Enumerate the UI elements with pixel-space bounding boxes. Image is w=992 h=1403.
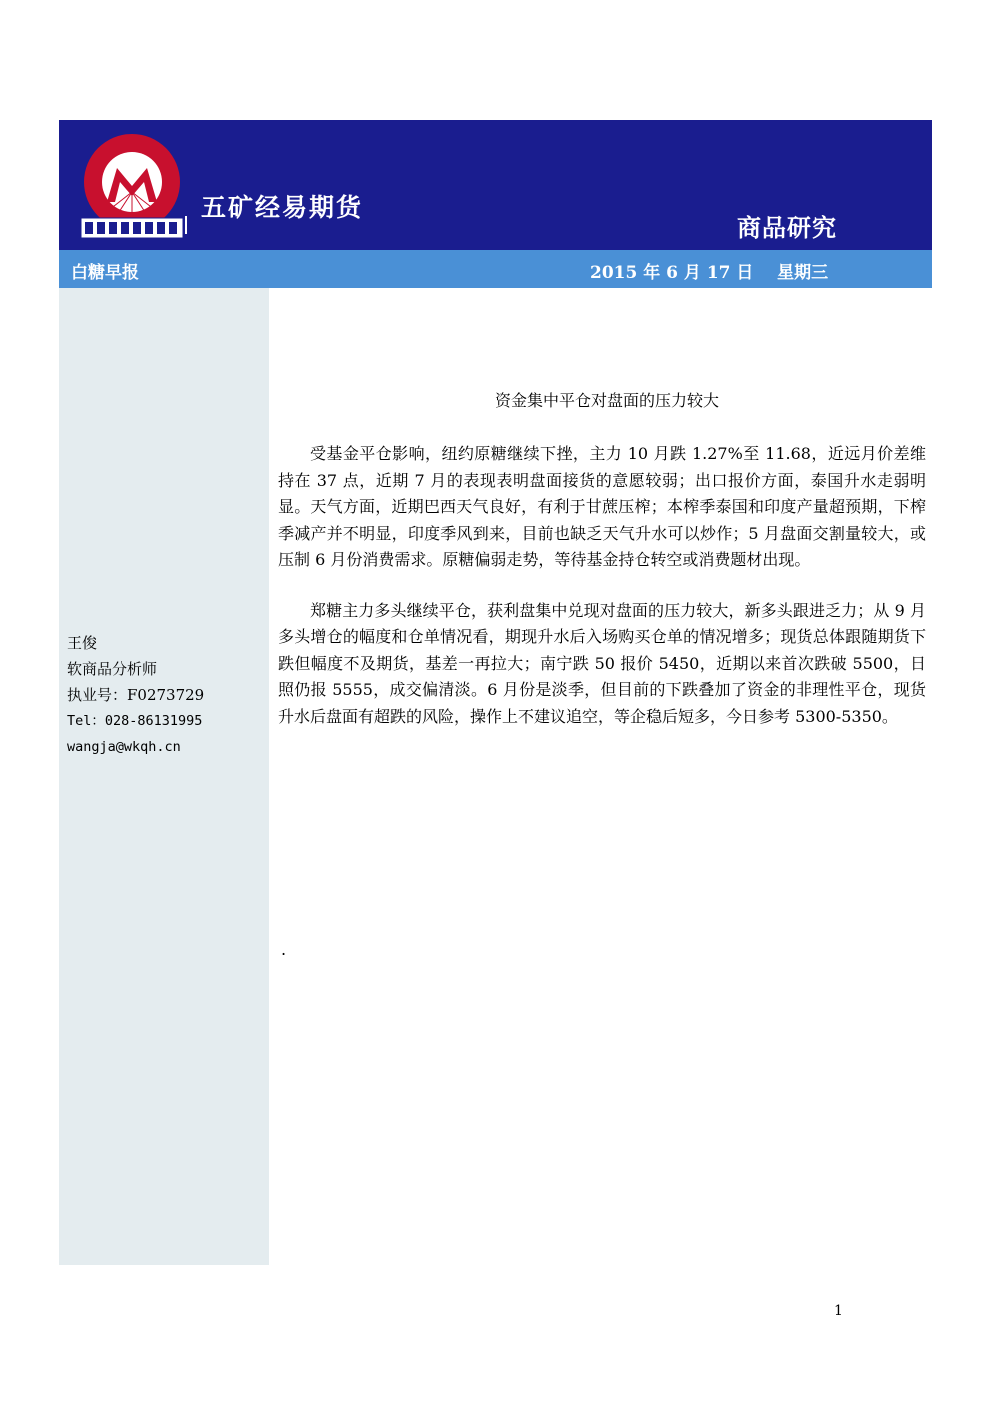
section-title: 商品研究: [737, 214, 837, 242]
report-name: 白糖早报: [71, 263, 139, 283]
author-name: 王俊: [67, 634, 98, 652]
author-email: wangja@wkqh.cn: [67, 739, 181, 755]
company-name: 五矿经易期货: [201, 193, 364, 222]
author-info: [67, 630, 204, 760]
article-paragraph: 郑糖主力多头继续平仓，获利盘集中兑现对盘面的压力较大，新多头跟进乏力；从 9 月多头增仓的幅度和仓单情况看，期现升水后入场购买仓单的情况增多；现货总体跟随期货下跌但幅度不及期货，基差一再拉大；南宁跌 50 报价 5450，近期以来首次跌破 5500，日照仍报 5555，成交偏清淡。6 月份是淡季，但目前的下跌叠加了资金的非理性平仓，现货升水后盘面有超跌的风险，操作上不建议追空，等企稳后短多，今日参考 5300-5350。: [278, 600, 926, 726]
author-title: 软商品分析师: [67, 660, 158, 678]
author-license: 执业号：F0273729: [67, 686, 205, 704]
article: [278, 388, 926, 754]
article-paragraph: 受基金平仓影响，纽约原糖继续下挫，主力 10 月跌 1.27%至 11.68，近远月价差维持在 37 点，近期 7 月的表现表明盘面接货的意愿较弱；出口报价方面，泰国升水走弱明显。天气方面，近期巴西天气良好，有利于甘蔗压榨；本榨季泰国和印度产量超预期，下榨季减产并不明显，印度季风到来，目前也缺乏天气升水可以炒作；5 月盘面交割量较大，或压制 6 月份消费需求。原糖偏弱走势，等待基金持仓转空或消费题材出现。: [278, 444, 926, 569]
author-tel: Tel：028-86131995: [67, 713, 203, 729]
page-number: 1: [834, 1303, 843, 1319]
author-sidebar: [59, 288, 269, 1265]
trailing-mark: .: [281, 940, 287, 959]
report-header: [59, 120, 932, 250]
report-date: 2015 年 6 月 17 日 星期三: [590, 263, 829, 283]
article-title: 资金集中平仓对盘面的压力较大: [494, 391, 719, 410]
report-subheader: [59, 250, 932, 288]
logo-divider: [185, 216, 187, 234]
minmetals-logo: [77, 132, 187, 242]
